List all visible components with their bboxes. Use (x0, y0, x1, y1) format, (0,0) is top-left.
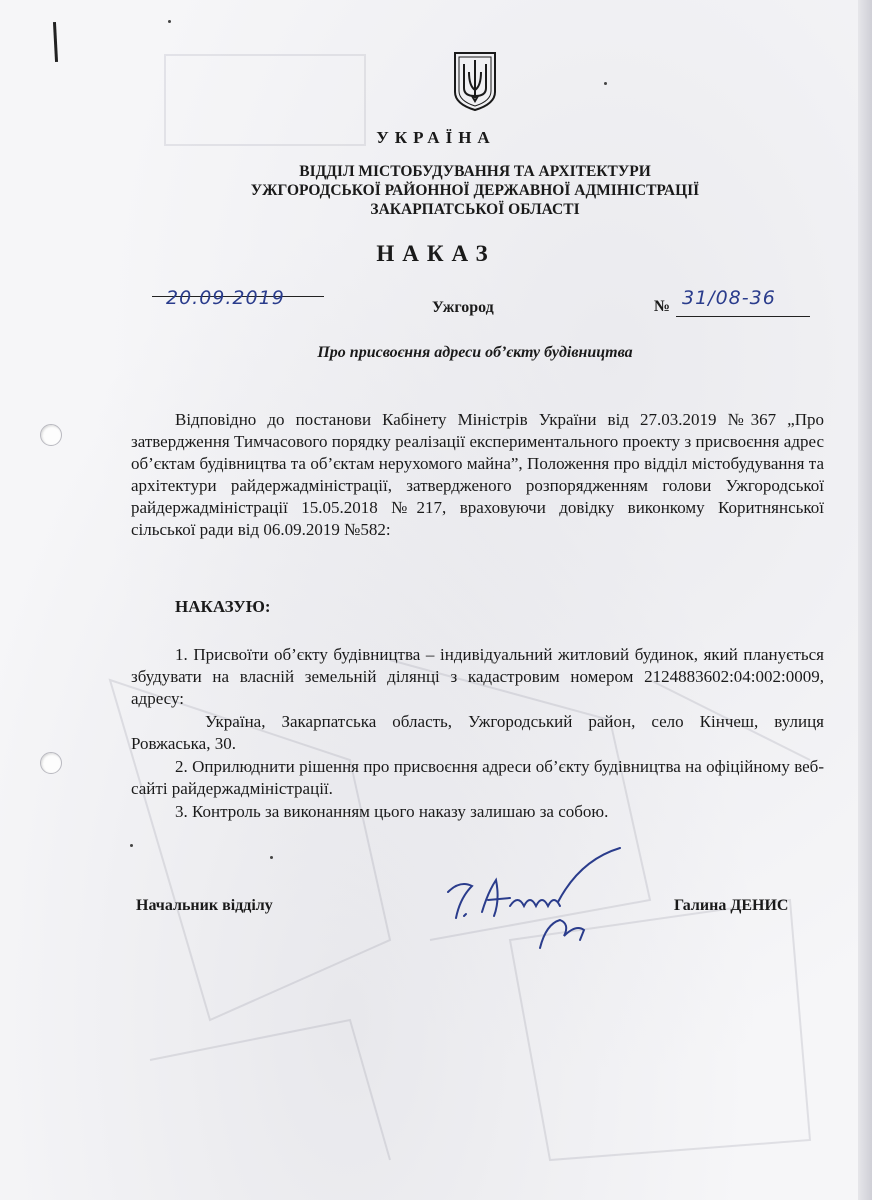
punch-hole (40, 752, 62, 774)
order-item-2: 2. Оприлюднити рішення про присвоєння адреси об’єкту будівництва на офіційному веб-сайті райдержадміністрації. (131, 757, 824, 798)
speck (168, 20, 171, 23)
number-label: № (654, 298, 671, 315)
show-through-stamp (160, 40, 380, 170)
order-word: НАКАЗУЮ: (175, 597, 271, 616)
punch-hole (40, 424, 62, 446)
handwritten-signature (430, 840, 630, 950)
department-line-2: УЖГОРОДСЬКОЇ РАЙОННОЇ ДЕРЖАВНОЇ АДМІНІСТРАЦІЇ (250, 182, 700, 199)
department-line-3: ЗАКАРПАТСЬКОЇ ОБЛАСТІ (370, 201, 580, 218)
address-paragraph: Україна, Закарпатська область, Ужгородський район, село Кінчеш, вулиця Ровжаська, 30. (131, 712, 824, 753)
document-title: НАКАЗ (376, 241, 496, 266)
speck (130, 844, 133, 847)
number-underline (676, 316, 810, 317)
department-line-1: ВІДДІЛ МІСТОБУДУВАННЯ ТА АРХІТЕКТУРИ (299, 163, 651, 180)
speck (604, 82, 607, 85)
signatory-name: Галина ДЕНИС (674, 897, 789, 914)
margin-mark (53, 22, 58, 62)
order-item-1: 1. Присвоїти об’єкту будівництва – індивідуальний житловий будинок, який планується збудувати на власній земельній ділянці з кадастровим номером 2124883602:04:002:0009, адресу: (131, 645, 824, 708)
speck (270, 856, 273, 859)
order-subject: Про присвоєння адреси об’єкту будівництва (317, 344, 633, 361)
order-date: 20.09.2019 (166, 287, 285, 309)
preamble-paragraph: Відповідно до постанови Кабінету Міністрів України від 27.03.2019 №367 „Про затвердження Тимчасового порядку реалізації експериментального проекту з присвоєння адрес об’єктам будівництва та об’єктам нерухомого майна”, Положення про відділ містобудування та архітектури райдержадміністрації, затвердженого розпорядженням голови Ужгородської райдержадміністрації 15.05.2018 №217, враховуючи довідку виконкому Коритнянської сільської ради від 06.09.2019 №582: (131, 410, 824, 539)
order-number: 31/08-36 (682, 287, 776, 309)
signatory-position: Начальник відділу (136, 897, 273, 914)
country-heading: УКРАЇНА (376, 128, 496, 147)
ukraine-trident-icon (452, 50, 498, 112)
city-name: Ужгород (432, 299, 494, 316)
order-item-3: 3. Контроль за виконанням цього наказу залишаю за собою. (175, 802, 609, 821)
